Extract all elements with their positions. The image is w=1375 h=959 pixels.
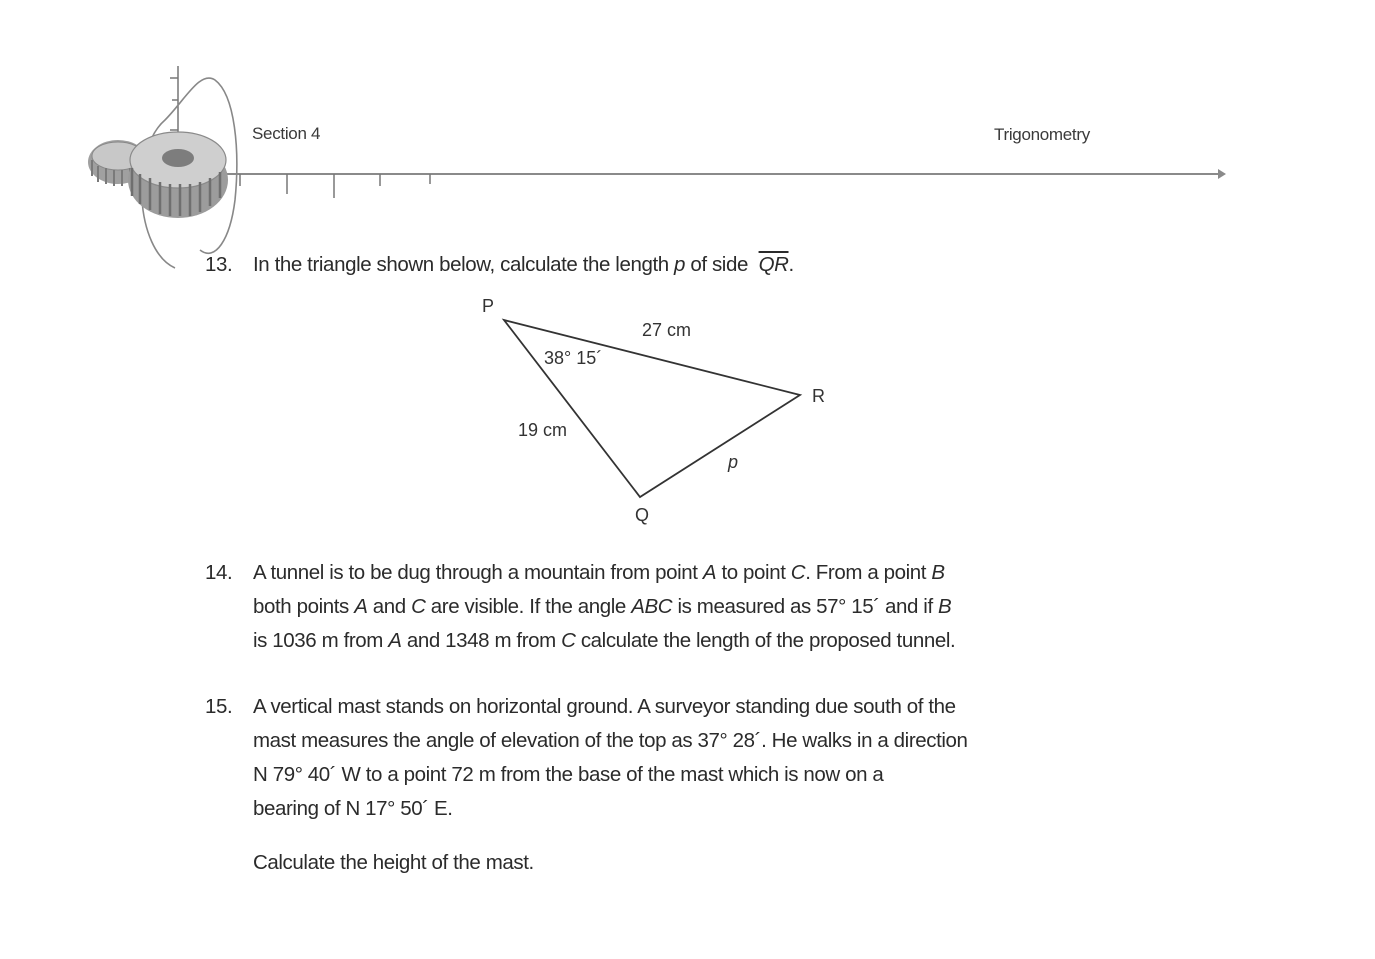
text-run: is 1036 m from [253,629,389,652]
q13-text-part: of side [685,253,754,276]
rule-arrow-icon [1218,169,1226,179]
text-run: A tunnel is to be dug through a mountain from point [253,561,703,584]
point-c: C [561,629,576,652]
question-number: 15. [205,695,233,718]
q15-line-3: N 79° 40´ W to a point 72 m from the base of the mast which is now on a [253,763,884,786]
q13-side-label: $\overline{QR}$ [758,253,789,276]
subject-label: Trigonometry [994,125,1090,144]
triangle-diagram [460,285,860,530]
point-a: A [702,561,717,584]
text-run: to point [716,561,791,584]
question-number: 14. [205,561,233,584]
q13-text-part: . [788,253,794,276]
text-run: is measured as 57° 15´ and if [672,595,939,618]
vertex-p-label: P [482,296,495,316]
angle-p-label: 38° 15´ [544,348,603,368]
text-run: are visible. If the angle [425,595,632,618]
header-decoration [0,0,1375,290]
q15-spacer [253,826,968,846]
side-qr-label: p [728,452,739,472]
text-run: . From a point [805,561,932,584]
question-text [253,690,968,880]
vertex-r-label: R [812,386,825,406]
q15-line-1: A vertical mast stands on horizontal ground. A surveyor standing due south of the [253,695,956,718]
text-run: both points [253,595,355,618]
point-c: C [790,561,806,584]
question-number: 13. [205,253,233,276]
q13-text-part: In the triangle shown below, calculate the length [253,253,675,276]
vertex-q-label: Q [635,505,650,525]
point-b: B [938,595,952,618]
q14-line-2 [253,590,955,624]
question-text [253,248,794,282]
q15-line-4: bearing of N 17° 50´ E. [253,797,453,820]
side-pq-label: 19 cm [518,420,568,440]
point-b: B [931,561,945,584]
rule-ticks [240,174,430,198]
question-text [253,556,955,658]
question-14 [205,556,1165,666]
point-a: A [388,629,402,652]
q15-line-5: Calculate the height of the mast. [253,851,534,874]
triangle-outline [504,320,800,497]
text-run: and 1348 m from [401,629,562,652]
q14-line-3 [253,624,955,658]
text-run: and [367,595,412,618]
q13-variable-p: p [674,253,686,276]
question-15 [205,690,1165,880]
text-run: calculate the length of the proposed tunnel. [575,629,956,652]
large-gear-icon [128,132,228,218]
point-a: A [354,595,368,618]
point-c: C [411,595,426,618]
question-13 [205,248,965,282]
q15-line-2: mast measures the angle of elevation of the top as 37° 28´. He walks in a direction [253,729,968,752]
side-pr-label: 27 cm [642,320,692,340]
section-label: Section 4 [252,124,321,143]
angle-abc: ABC [631,595,673,618]
q14-line-1 [253,556,955,590]
